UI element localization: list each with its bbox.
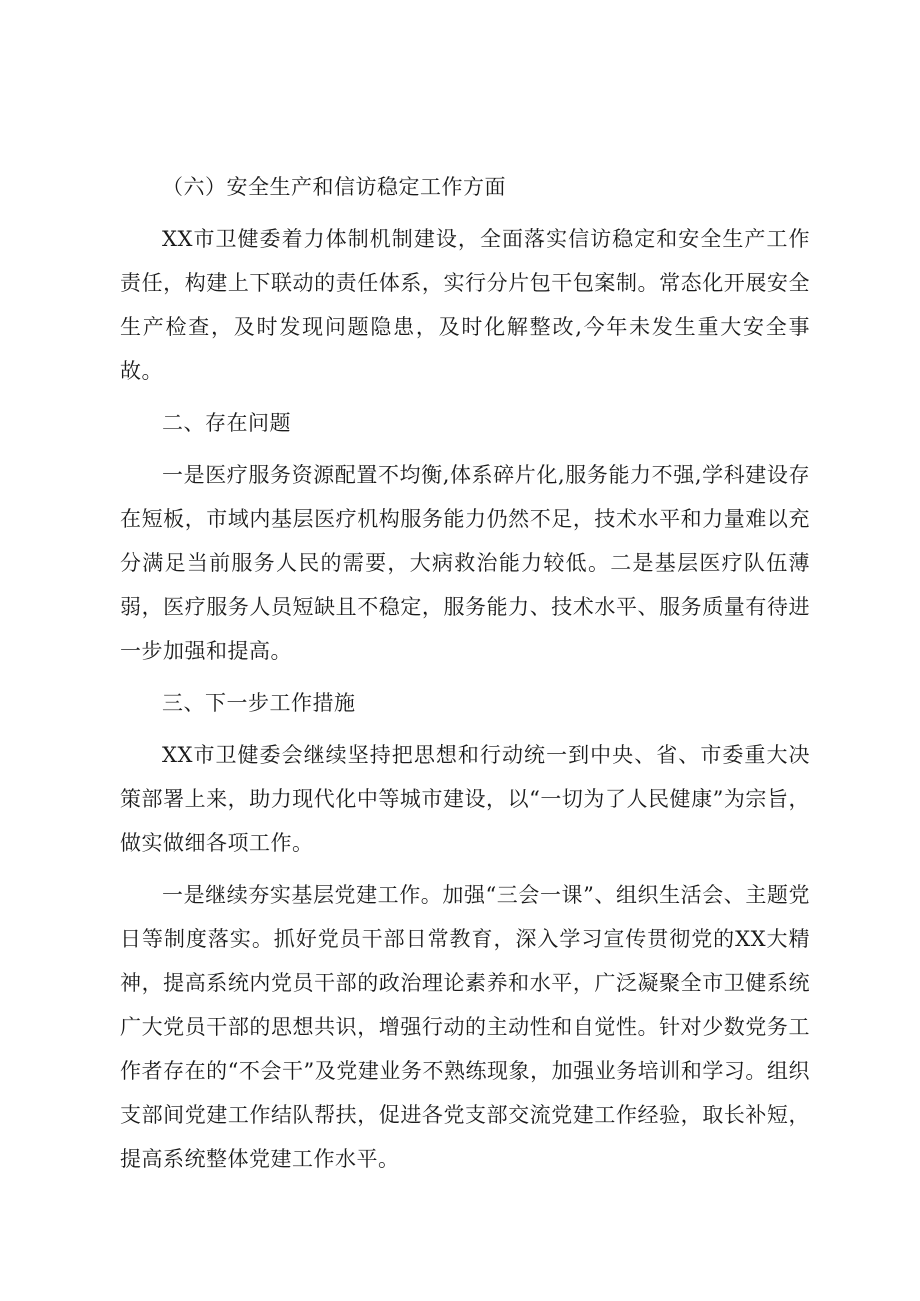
- section-heading-next-steps: 三、下一步工作措施: [162, 691, 356, 715]
- paragraph-safety: XX市卫健委着力体制机制建设，全面落实信访稳定和安全生产工作责任，构建上下联动的责任体系，实行分片包干包案制。常态化开展安全生产检查，及时发现问题隐患，及时化解整改,今年未发生重大安全事故。: [120, 227, 810, 383]
- section-heading-safety: （六）安全生产和信访稳定工作方面: [162, 175, 506, 199]
- document-body: [120, 165, 810, 1181]
- paragraph-problems: 一是医疗服务资源配置不均衡,体系碎片化,服务能力不强,学科建设存在短板，市域内基层医疗机构服务能力仍然不足，技术水平和力量难以充分满足当前服务人民的需要，大病救治能力较低。二是基层医疗队伍薄弱，医疗服务人员短缺且不稳定，服务能力、技术水平、服务质量有待进一步加强和提高。: [120, 463, 810, 663]
- paragraph-next-steps-intro: XX市卫健委会继续坚持把思想和行动统一到中央、省、市委重大决策部署上来，助力现代化中等城市建设，以“一切为了人民健康”为宗旨，做实做细各项工作。: [120, 743, 810, 855]
- paragraph-party-building: 一是继续夯实基层党建工作。加强“三会一课”、组织生活会、主题党日等制度落实。抓好党员干部日常教育，深入学习宣传贯彻党的XX大精神，提高系统内党员干部的政治理论素养和水平，广泛凝聚全市卫健系统广大党员干部的思想共识，增强行动的主动性和自觉性。针对少数党务工作者存在的“不会干”及党建业务不熟练现象，加强业务培训和学习。组织支部间党建工作结队帮扶，促进各党支部交流党建工作经验，取长补短，提高系统整体党建工作水平。: [120, 883, 810, 1171]
- section-heading-problems: 二、存在问题: [162, 411, 291, 435]
